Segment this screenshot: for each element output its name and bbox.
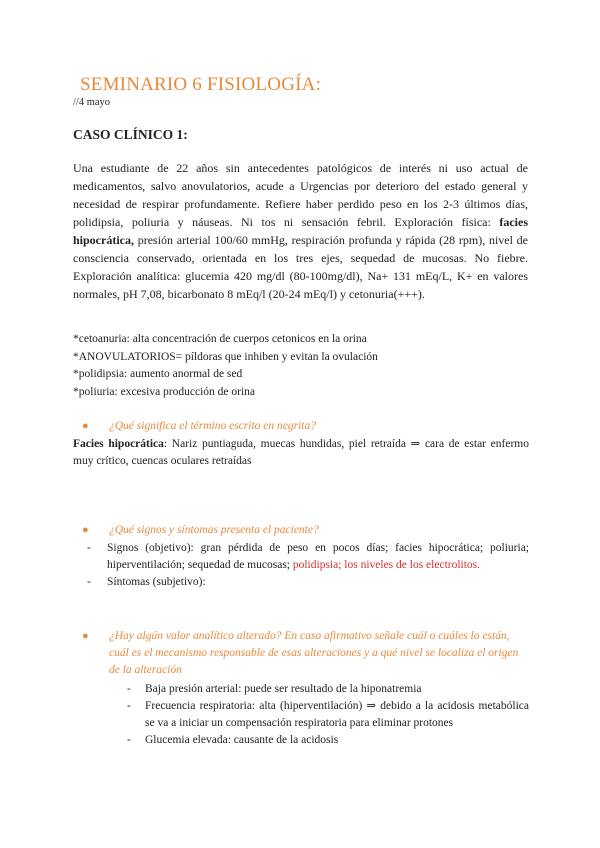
list-item-text: Frecuencia respiratoria: alta (hiperventilación) ⇒ debido a la acidosis metabólica se va a iniciar un compensación respiratoria para eliminar protones (145, 700, 529, 729)
signs-text: Signos (objetivo): gran pérdida de peso en pocos días; facies hipocrática; poliuria; hiperventilación; sequedad de mucosas; (107, 542, 529, 571)
case-bold-term: facies hipocrática, (73, 215, 529, 247)
question-1 (84, 418, 530, 435)
dash-marker: - (127, 683, 131, 695)
list-item (127, 698, 529, 732)
dash-marker: - (127, 700, 131, 712)
list-item (87, 574, 529, 591)
bullet-icon: ● (82, 630, 89, 642)
list-item-text: Baja presión arterial: puede ser resultado de la hiponatremia (145, 683, 422, 695)
bullet-icon: ● (82, 524, 89, 536)
note-polidipsia: *polidipsia: aumento anormal de sed (73, 368, 243, 380)
question-2-text: ¿Qué signos y síntomas presenta el paciente? (109, 524, 319, 536)
case-description (73, 159, 528, 303)
answer-3-list (127, 681, 529, 749)
signs-red-text: polidipsia; los niveles de los electrolitos. (292, 559, 481, 571)
dash-marker: - (87, 576, 91, 588)
question-3 (84, 628, 530, 679)
question-3-text: ¿Hay algún valor analítico alterado? En caso afirmativo señale cuál o cuáles lo están, cuál es el mecanismo responsable de esas alteraciones y a qué nivel se localiza el origen de la alteración (109, 630, 519, 676)
note-anovulatorios: *ANOVULATORIOS= píldoras que inhiben y evitan la ovulación (73, 350, 378, 363)
question-1-text: ¿Qué significa el término escrito en negrita? (109, 420, 316, 432)
case-text-part-1: Una estudiante de 22 años sin antecedentes patológicos de interés ni uso actual de medicamentos, salvo anovulatorios, acude a Urgencias por deterioro del estado general y necesidad de respirar profundamente. Refiere haber perdido peso en los 2-3 últimos días, polidipsia, poliuria y náuseas. Ni tos ni sensación febril. Exploración física: (73, 161, 528, 229)
case-text-part-2: presión arterial 100/60 mmHg, respiración profunda y rápida (28 rpm), nivel de consciencia conservado, orientada en los tres ejes, sequedad de mucosas. No fiebre. Exploración analítica: glucemia 420 mg/dl (80-100mg/dl), Na+ 131 mEq/L, K+ en valores normales, pH 7,08, bicarbonato 8 mEq/l (20-24 mEq/l) y cetonuria(+++). (73, 233, 529, 301)
answer-2-list (87, 540, 529, 591)
answer-1-text: : Nariz puntiaguda, muecas hundidas, piel retraída ⇒ cara de estar enfermo muy crítico, cuencas oculares retraídas (73, 438, 529, 467)
dash-marker: - (127, 734, 131, 746)
note-poliuria: *poliuria: excesiva producción de orina (73, 385, 256, 398)
glossary-notes (73, 331, 528, 401)
list-item (127, 681, 529, 698)
answer-1-term: Facies hipocrática (73, 438, 164, 450)
symptoms-text: Síntomas (subjetivo): (107, 576, 206, 588)
question-2 (84, 522, 530, 539)
list-item-text: Glucemia elevada: causante de la acidosis (145, 734, 339, 746)
dash-marker: - (87, 542, 91, 554)
bullet-icon: ● (82, 420, 89, 432)
page-title: SEMINARIO 6 FISIOLOGÍA: (80, 74, 322, 95)
note-cetoanuria: *cetoanuria: alta concentración de cuerpos cetonicos en la orina (73, 333, 367, 345)
list-item (87, 540, 529, 574)
list-item (127, 732, 529, 749)
date-line: //4 mayo (73, 97, 111, 108)
case-title: CASO CLÍNICO 1: (73, 127, 188, 142)
answer-1 (73, 436, 529, 470)
